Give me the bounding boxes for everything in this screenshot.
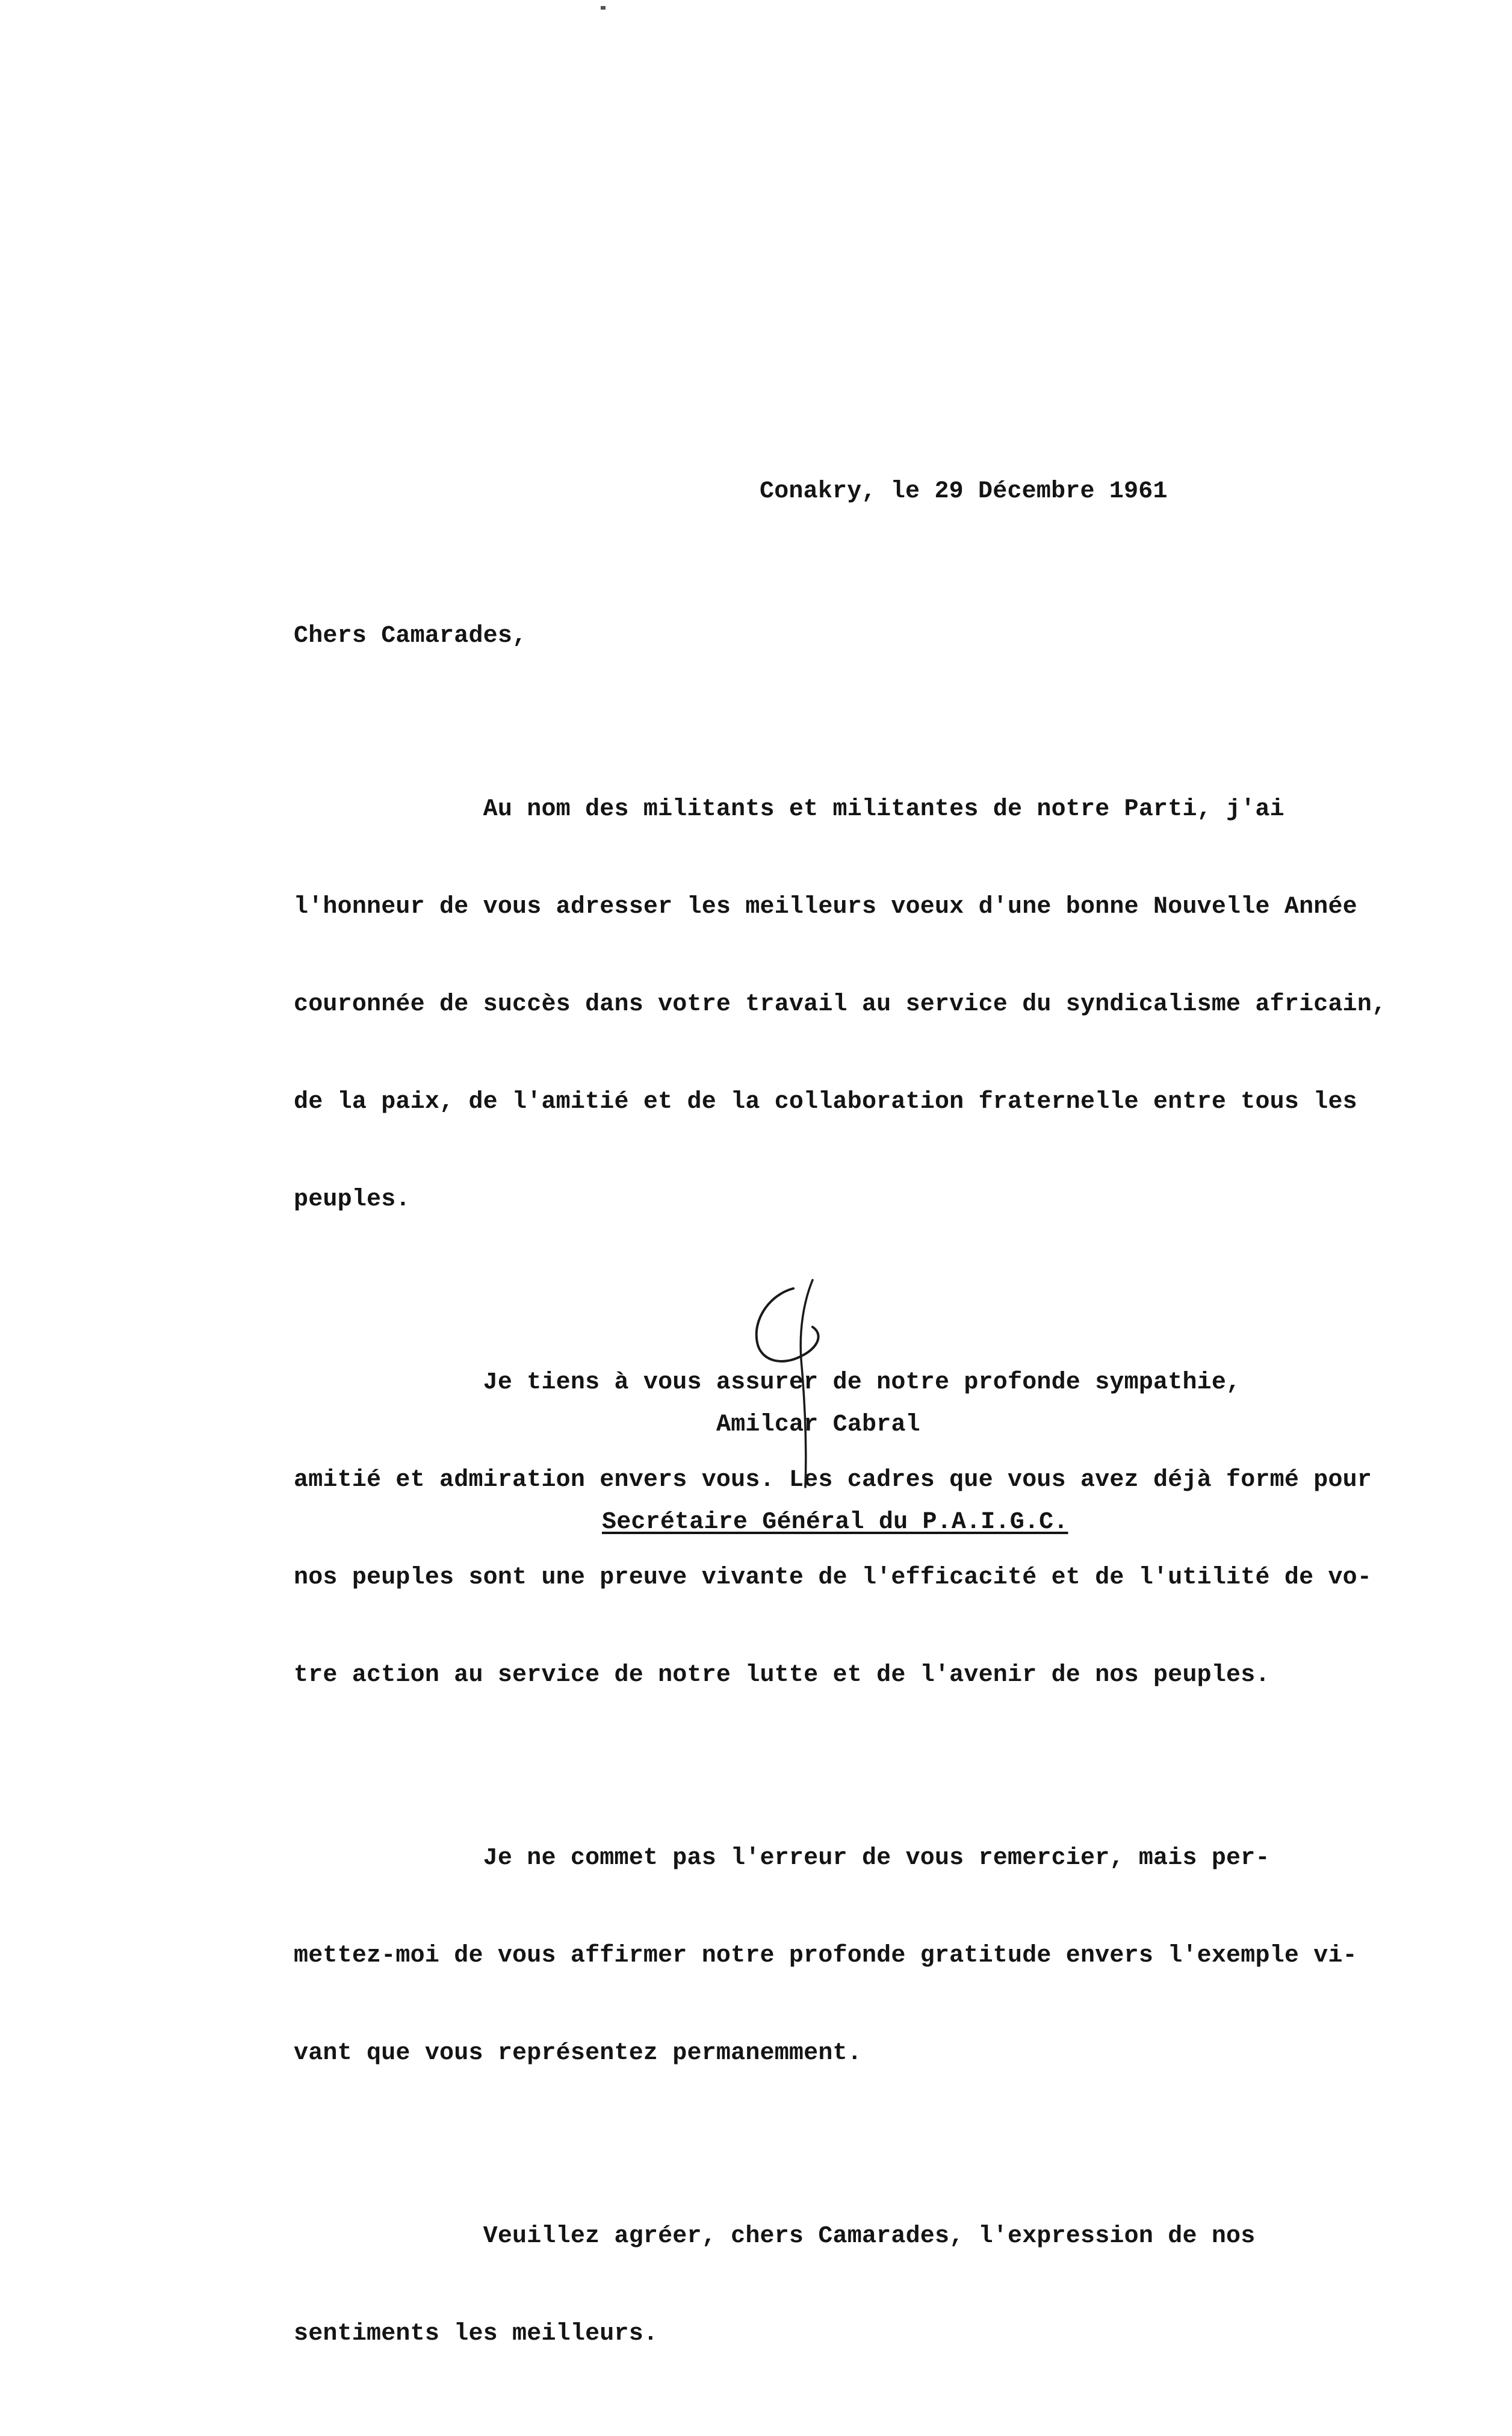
paragraph-line: peuples.: [294, 1186, 411, 1213]
paragraph-line: Au nom des militants et militantes de notre Parti, j'ai: [294, 796, 1284, 823]
paragraph-line: vant que vous représentez permanemment.: [294, 2040, 862, 2067]
signatory-title: Secrétaire Général du P.A.I.G.C.: [602, 1509, 1068, 1536]
paragraph-3: [294, 1777, 1357, 2135]
salutation: Chers Camarades,: [294, 623, 527, 650]
date-line: Conakry, le 29 Décembre 1961: [760, 478, 1168, 505]
signature-block: [602, 1344, 1068, 1604]
paragraph-line: l'honneur de vous adresser les meilleurs voeux d'une bonne Nouvelle Année: [294, 893, 1357, 921]
paragraph-line: nos peuples sont une preuve vivante de l'efficacité et de l'utilité de vo-: [294, 1564, 1372, 1591]
paragraph-1: [294, 729, 1387, 1281]
paragraph-line: de la paix, de l'amitié et de la collaboration fraternelle entre tous les: [294, 1089, 1357, 1116]
paragraph-line: Veuillez agréer, chers Camarades, l'expression de nos: [294, 2223, 1256, 2250]
paragraph-line: mettez-moi de vous affirmer notre profonde gratitude envers l'exemple vi-: [294, 1942, 1357, 1969]
signatory-name: Amilcar Cabral: [716, 1411, 920, 1438]
paragraph-line: Je ne commet pas l'erreur de vous remercier, mais per-: [294, 1845, 1270, 1872]
paragraph-line: couronnée de succès dans votre travail au service du syndicalisme africain,: [294, 991, 1387, 1018]
paragraph-line: amitié et admiration envers vous. Les cadres que vous avez déjà formé pour: [294, 1467, 1372, 1494]
paragraph-line: Je tiens à vous assurer de notre profonde sympathie,: [294, 1369, 1241, 1396]
paragraph-4: [294, 2155, 1353, 2416]
scan-speck: [601, 6, 606, 10]
paragraph-line: tre action au service de notre lutte et de l'avenir de nos peuples.: [294, 1662, 1270, 1689]
paragraph-line: sentiments les meilleurs.: [294, 2320, 658, 2347]
